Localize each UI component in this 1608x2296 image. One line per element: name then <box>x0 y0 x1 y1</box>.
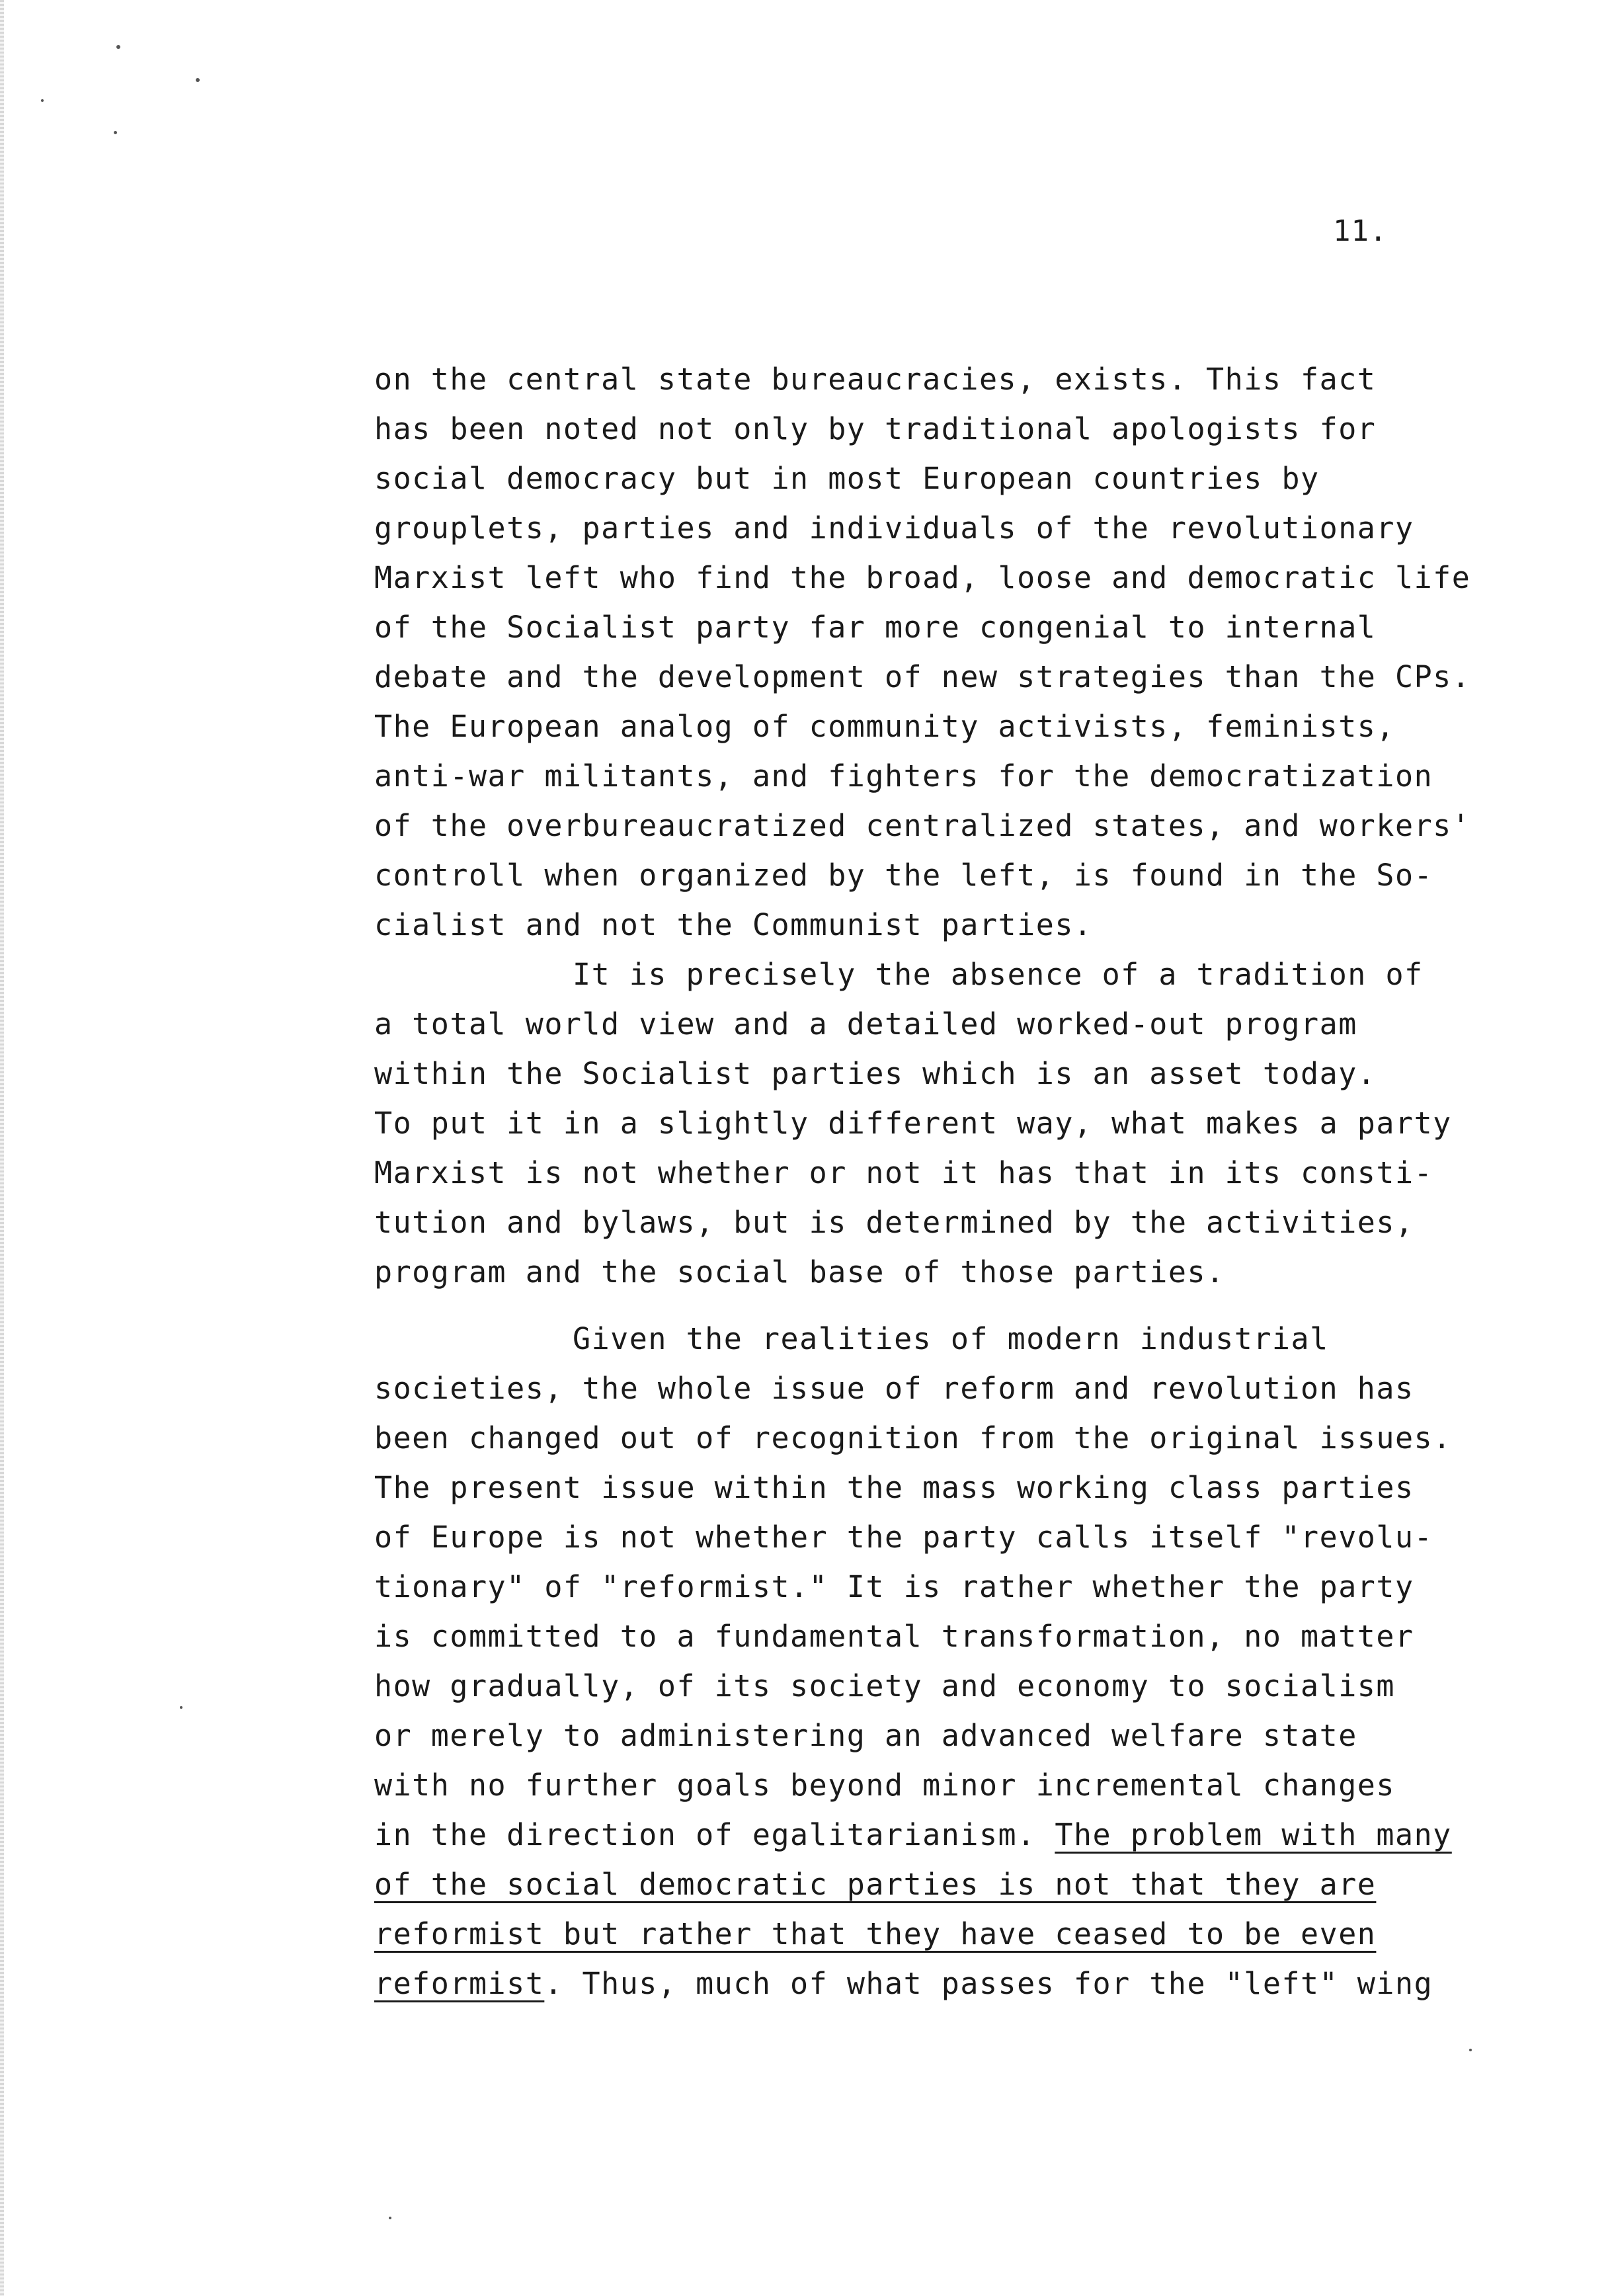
underlined-text: of the social democratic parties is not that they are <box>374 1867 1377 1902</box>
paragraph <box>374 950 1538 1297</box>
text-line <box>374 1959 1538 2008</box>
paragraph <box>374 354 1538 950</box>
text-line: Marxist left who find the broad, loose and democratic life <box>374 560 1471 595</box>
text-line: on the central state bureaucracies, exists. This fact <box>374 362 1377 397</box>
text-line: or merely to administering an advanced welfare state <box>374 1718 1357 1753</box>
body-text <box>374 354 1538 2008</box>
text-line: of the Socialist party far more congenial to internal <box>374 610 1377 645</box>
text-line: has been noted not only by traditional apologists for <box>374 411 1377 446</box>
text-line: The European analog of community activists, feminists, <box>374 709 1395 744</box>
scan-speck <box>114 131 117 134</box>
text-line: Marxist is not whether or not it has that in its consti- <box>374 1155 1433 1190</box>
text-line: cialist and not the Communist parties. <box>374 907 1093 942</box>
paragraph <box>374 1314 1538 2008</box>
text-line: been changed out of recognition from the original issues. <box>374 1420 1452 1456</box>
scan-left-edge <box>0 0 4 2296</box>
scan-speck <box>180 1706 182 1709</box>
text-line: societies, the whole issue of reform and revolution has <box>374 1371 1414 1406</box>
text-line: anti-war militants, and fighters for the democratization <box>374 758 1433 794</box>
text-line <box>374 1860 1538 1909</box>
scan-speck <box>41 99 44 102</box>
text-line: It is precisely the absence of a tradition of <box>573 957 1424 992</box>
text-line: with no further goals beyond minor incremental changes <box>374 1768 1395 1803</box>
scan-speck <box>196 78 200 82</box>
scan-speck <box>116 45 120 49</box>
text-segment: in the direction of egalitarianism. <box>374 1817 1055 1852</box>
text-line: of Europe is not whether the party calls itself "revolu- <box>374 1520 1433 1555</box>
text-line <box>374 1909 1538 1959</box>
page-number: 11. <box>1333 214 1388 248</box>
text-line: tution and bylaws, but is determined by the activities, <box>374 1205 1414 1240</box>
scan-speck <box>389 2217 391 2219</box>
text-line: Given the realities of modern industrial <box>573 1321 1329 1356</box>
text-line: social democracy but in most European countries by <box>374 461 1320 496</box>
underlined-text: reformist but rather that they have ceased to be even <box>374 1916 1377 1951</box>
text-line: of the overbureaucratized centralized states, and workers' <box>374 808 1471 843</box>
text-line: grouplets, parties and individuals of the revolutionary <box>374 511 1414 546</box>
paragraph-spacer <box>374 1297 1538 1314</box>
text-line: tionary" of "reformist." It is rather whether the party <box>374 1569 1414 1604</box>
text-line: a total world view and a detailed worked-out program <box>374 1006 1357 1042</box>
text-line: program and the social base of those parties. <box>374 1254 1225 1290</box>
scan-speck <box>1469 2049 1472 2051</box>
text-line <box>374 1810 1538 1860</box>
text-line: debate and the development of new strategies than the CPs. <box>374 659 1471 694</box>
underlined-text: The problem with many <box>1055 1817 1452 1852</box>
text-line: The present issue within the mass working class parties <box>374 1470 1414 1505</box>
text-line: is committed to a fundamental transformation, no matter <box>374 1619 1414 1654</box>
text-line: controll when organized by the left, is found in the So- <box>374 858 1433 893</box>
text-line: within the Socialist parties which is an asset today. <box>374 1056 1377 1091</box>
text-segment: . Thus, much of what passes for the "left" wing <box>544 1966 1433 2001</box>
text-line: how gradually, of its society and economy to socialism <box>374 1668 1395 1703</box>
text-line: To put it in a slightly different way, what makes a party <box>374 1106 1452 1141</box>
underlined-text: reformist <box>374 1966 545 2001</box>
